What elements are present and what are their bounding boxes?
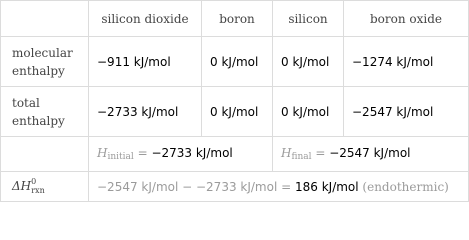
initial-enthalpy-cell bbox=[89, 137, 273, 172]
equals-sign: = bbox=[311, 146, 330, 160]
reaction-enthalpy-row bbox=[1, 172, 469, 202]
table-cell: 0 kJ/mol bbox=[273, 87, 344, 137]
equals-sign: = bbox=[133, 146, 152, 160]
row-header-reaction-enthalpy bbox=[1, 172, 89, 202]
table-cell: 0 kJ/mol bbox=[202, 87, 273, 137]
column-header-boron: boron bbox=[202, 1, 273, 37]
initial-enthalpy-value: −2733 kJ/mol bbox=[151, 146, 233, 160]
table-cell: −1274 kJ/mol bbox=[344, 37, 469, 87]
empty-row-header bbox=[1, 137, 89, 172]
final-enthalpy-cell bbox=[273, 137, 469, 172]
total-enthalpy-row bbox=[1, 87, 469, 137]
header-row bbox=[1, 1, 469, 37]
table-cell: 0 kJ/mol bbox=[273, 37, 344, 87]
reaction-enthalpy-symbol: $\Delta H^0_{rxn}$ bbox=[12, 177, 45, 195]
initial-final-row bbox=[1, 137, 469, 172]
row-header-line: enthalpy bbox=[12, 113, 65, 128]
column-header-silicon: silicon bbox=[273, 1, 344, 37]
row-header-line: total bbox=[12, 95, 40, 110]
initial-enthalpy-symbol: $H_{initial}$ bbox=[97, 146, 134, 162]
table-cell: −911 kJ/mol bbox=[89, 37, 202, 87]
final-enthalpy-value: −2547 kJ/mol bbox=[329, 146, 411, 160]
row-header-total-enthalpy bbox=[1, 87, 89, 137]
corner-cell bbox=[1, 1, 89, 37]
table-cell: −2733 kJ/mol bbox=[89, 87, 202, 137]
molecular-enthalpy-row bbox=[1, 37, 469, 87]
reaction-note: (endothermic) bbox=[358, 179, 449, 194]
table-cell: −2547 kJ/mol bbox=[344, 87, 469, 137]
table-cell: 0 kJ/mol bbox=[202, 37, 273, 87]
final-enthalpy-symbol: $H_{final}$ bbox=[281, 146, 312, 162]
column-header-boron-oxide: boron oxide bbox=[344, 1, 469, 37]
reaction-expression: −2547 kJ/mol − −2733 kJ/mol = bbox=[97, 179, 295, 194]
row-header-line: enthalpy bbox=[12, 63, 65, 78]
column-header-silicon-dioxide: silicon dioxide bbox=[89, 1, 202, 37]
row-header-line: molecular bbox=[12, 45, 73, 60]
row-header-molecular-enthalpy bbox=[1, 37, 89, 87]
reaction-enthalpy-cell bbox=[89, 172, 469, 202]
reaction-result: 186 kJ/mol bbox=[294, 179, 359, 194]
